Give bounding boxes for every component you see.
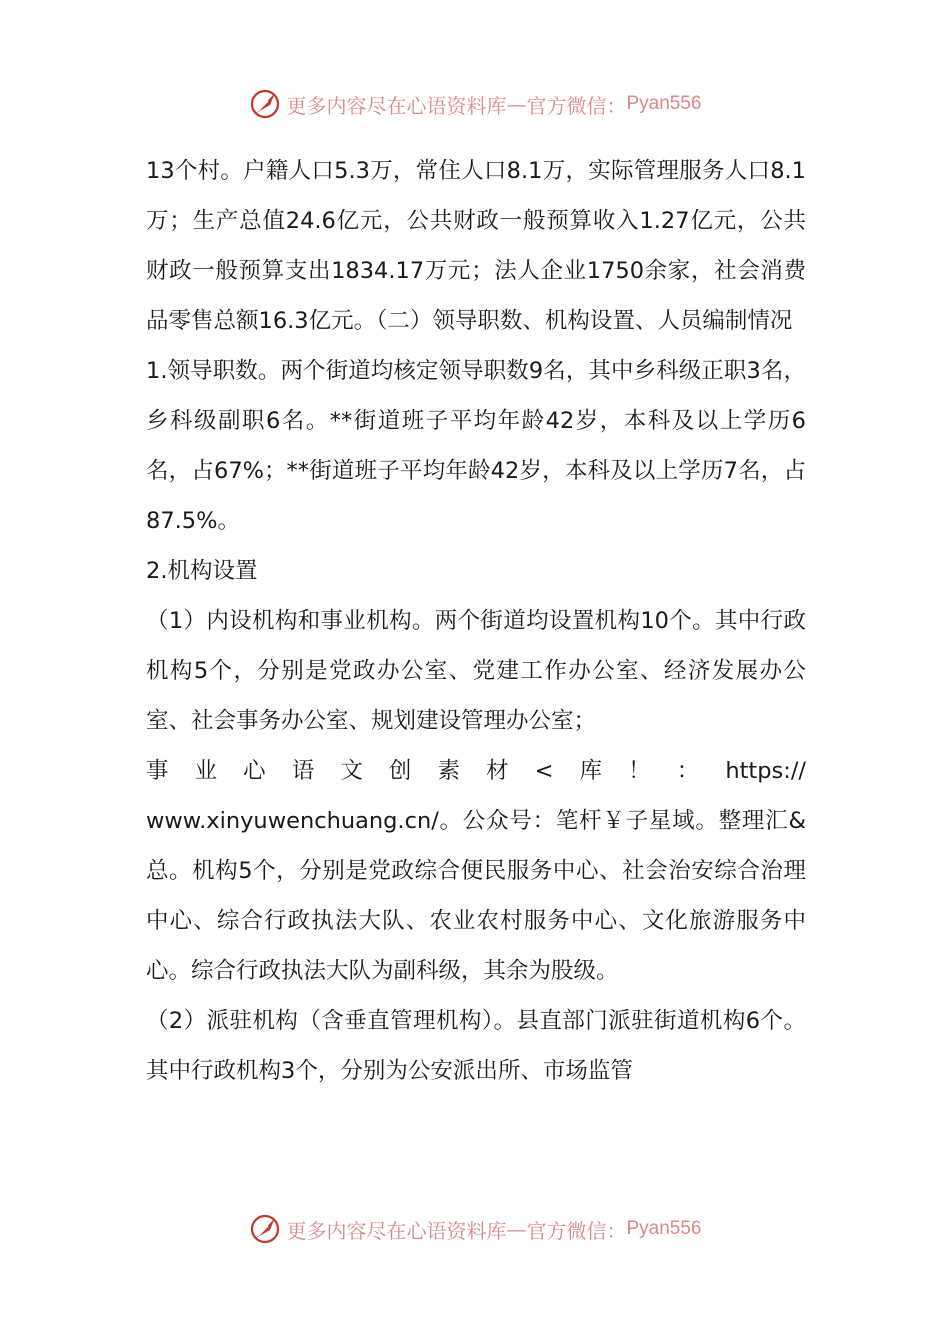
watermark-wechat-id: Pyan556	[626, 93, 702, 114]
section-heading: 2.机构设置	[146, 558, 258, 584]
document-body	[146, 146, 806, 1096]
paragraph: 13个村。户籍人口5.3万，常住人口8.1万，实际管理服务人口8.1万；生产总值24.6亿元，公共财政一般预算收入1.27亿元，公共财政一般预算支出1834.17万元；法人企业1750余家，社会消费品零售总额16.3亿元。（二）领导职数、机构设置、人员编制情况	[146, 158, 806, 334]
paragraph: 1.领导职数。两个街道均核定领导职数9名，其中乡科级正职3名，乡科级副职6名。**街道班子平均年龄42岁，本科及以上学历6名，占67%；**街道班子平均年龄42岁，本科及以上学历7名，占87.5%。	[146, 358, 806, 534]
watermark-label: 官方微信：	[526, 1218, 627, 1243]
watermark-dash: —	[506, 92, 527, 116]
watermark-text: 更多内容尽在心语资料库	[286, 93, 507, 118]
paragraph: （2）派驻机构（含垂直管理机构）。县直部门派驻街道机构6个。其中行政机构3个，分别为公安派出所、市场监管	[146, 1008, 806, 1084]
watermark-dash: —	[506, 1217, 527, 1241]
watermark-wechat-id: Pyan556	[626, 1218, 702, 1239]
watermark-text: 更多内容尽在心语资料库	[286, 1218, 507, 1243]
quill-logo-icon	[248, 87, 282, 121]
header-watermark	[0, 84, 950, 124]
paragraph: 事业心语文创素材<库！：https://	[146, 758, 806, 784]
footer-watermark	[0, 1209, 950, 1249]
paragraph: （1）内设机构和事业机构。两个街道均设置机构10个。其中行政机构5个，分别是党政办公室、党建工作办公室、经济发展办公室、社会事务办公室、规划建设管理办公室；	[146, 608, 806, 734]
paragraph: www.xinyuwenchuang.cn/。公众号：笔杆￥子星域。整理汇&总。机构5个，分别是党政综合便民服务中心、社会治安综合治理中心、综合行政执法大队、农业农村服务中心、文化旅游服务中心。综合行政执法大队为副科级，其余为股级。	[146, 808, 806, 984]
quill-logo-icon	[248, 1212, 282, 1246]
watermark-label: 官方微信：	[526, 93, 627, 118]
